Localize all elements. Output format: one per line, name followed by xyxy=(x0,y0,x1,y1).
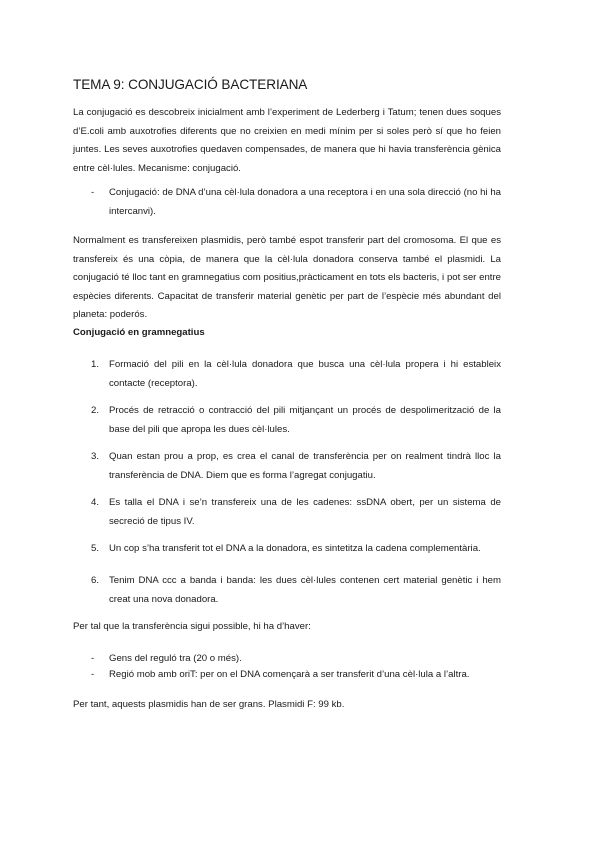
step-text: Es talla el DNA i se’n transfereix una de les cadenes: ssDNA obert, per un sistema de secreció de tipus IV. xyxy=(109,497,501,527)
requirements-intro: Per tal que la transferència sigui possible, hi ha d’haver: xyxy=(73,621,311,632)
step-6 xyxy=(91,572,501,609)
bullet-conjugacio xyxy=(91,184,501,221)
bullet-mark: - xyxy=(91,669,95,680)
step-text: Procés de retracció o contracció del pili mitjançant un procés de despolimerització de la base del pili que apropa les dues cèl·lules. xyxy=(109,405,501,435)
step-number: 4. xyxy=(91,497,100,508)
step-text: Tenim DNA ccc a banda i banda: les dues cèl·lules contenen cert material genètic i hem creat una nova donadora. xyxy=(109,575,501,605)
step-number: 6. xyxy=(91,575,100,586)
section-heading: Conjugació en gramnegatius xyxy=(73,327,205,338)
step-number: 1. xyxy=(91,359,100,370)
step-5 xyxy=(91,540,501,559)
requirement-2 xyxy=(91,666,501,685)
bullet-mark: - xyxy=(91,653,95,664)
intro-paragraph: La conjugació es descobreix inicialment amb l’experiment de Lederberg i Tatum; tenen dues soques d’E.coli amb auxotrofies diferents que no creixien en medi mínim per si soles però sí que ho feien juntes. Les seves auxotrofies quedaven compensades, de manera que hi havia transferència gènica entre cèl·lules. Mecanisme: conjugació. xyxy=(73,107,501,174)
step-text: Formació del pili en la cèl·lula donadora que busca una cèl·lula propera i hi estableix contacte (receptora). xyxy=(109,359,501,389)
plasmid-paragraph: Normalment es transfereixen plasmidis, però també espot transferir part del cromosoma. El que es transfereix és una còpia, de manera que la cèl·lula donadora conserva també el plasmidi. La conjugació té lloc tant en gramnegatius com positius,pràcticament en tots els bacteris, i pot ser entre espècies diferents. Capacitat de transferir material genètic per part de l’espècie més abundant del planeta: poderós. xyxy=(73,235,501,320)
step-2 xyxy=(91,402,501,439)
bullet-text: Gens del reguló tra (20 o més). xyxy=(109,653,242,664)
step-text: Quan estan prou a prop, es crea el canal de transferència per on realment tindrà lloc la transferència de DNA. Diem que es forma l’agregat conjugatiu. xyxy=(109,451,501,481)
step-number: 3. xyxy=(91,451,100,462)
step-number: 2. xyxy=(91,405,100,416)
step-number: 5. xyxy=(91,543,100,554)
step-text: Un cop s’ha transferit tot el DNA a la donadora, es sintetitza la cadena complementària. xyxy=(109,543,481,554)
bullet-text: Conjugació: de DNA d’una cèl·lula donadora a una receptora i en una sola direcció (no hi ha intercanvi). xyxy=(109,187,501,217)
bullet-mark: - xyxy=(91,187,95,198)
step-3 xyxy=(91,448,501,485)
conclusion-paragraph: Per tant, aquests plasmidis han de ser grans. Plasmidi F: 99 kb. xyxy=(73,699,345,710)
step-1 xyxy=(91,356,501,393)
bullet-text: Regió mob amb oriT: per on el DNA començarà a ser transferit d’una cèl·lula a l’altra. xyxy=(109,669,470,680)
step-4 xyxy=(91,494,501,531)
page-title: TEMA 9: CONJUGACIÓ BACTERIANA xyxy=(73,77,308,92)
